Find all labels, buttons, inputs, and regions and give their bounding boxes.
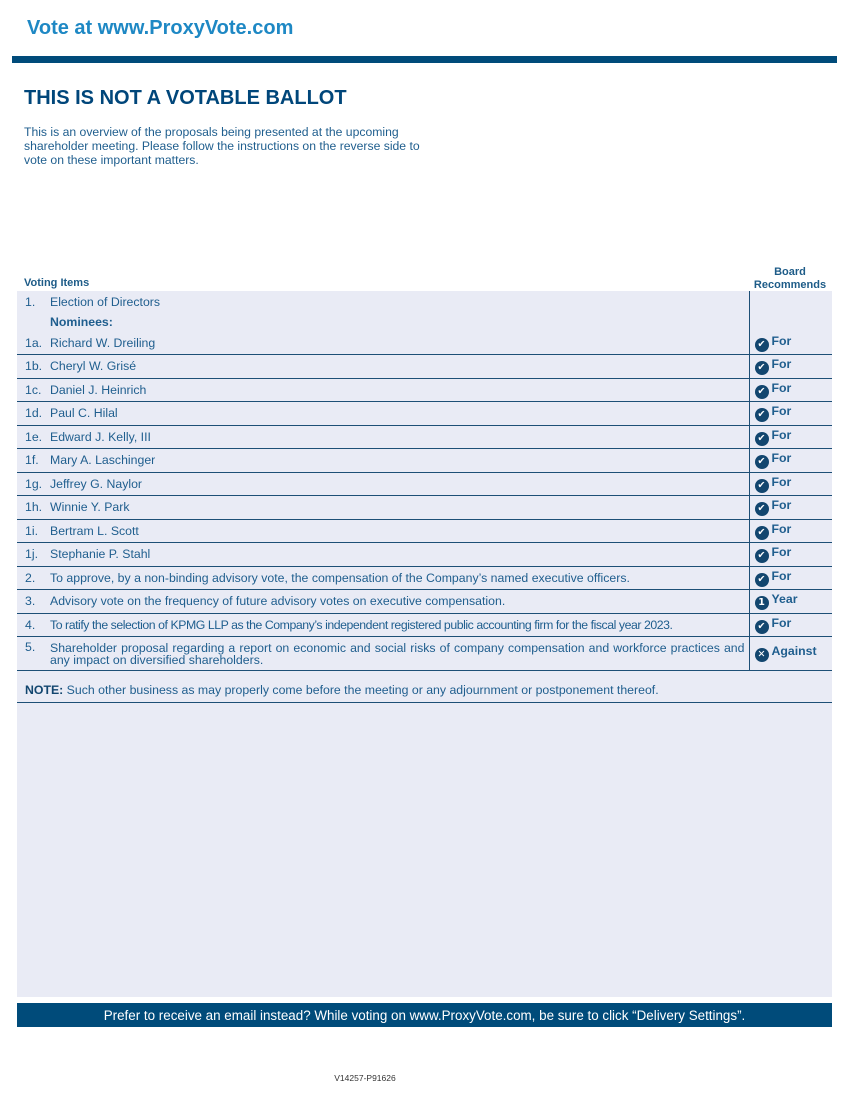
check-icon: ✔ <box>755 620 769 634</box>
nominee-row <box>17 472 832 496</box>
recommendation-cell <box>749 472 832 496</box>
nominee-row <box>17 331 832 355</box>
one-icon: 1 <box>755 596 769 610</box>
nominee-name: Richard W. Dreiling <box>50 331 749 355</box>
recommendation-cell <box>749 331 832 355</box>
recommendation-cell <box>749 402 832 426</box>
item-number: 1d. <box>17 402 50 426</box>
nominee-name: Stephanie P. Stahl <box>50 543 749 567</box>
item-text: To ratify the selection of KPMG LLP as the Company’s independent registered public accounting firm for the fiscal year 2023. <box>50 613 749 637</box>
item-number: 5. <box>17 637 50 671</box>
recommendation-cell <box>749 543 832 567</box>
item-number: 1g. <box>17 472 50 496</box>
nominee-row <box>17 378 832 402</box>
recommendation-cell <box>749 425 832 449</box>
recommendation-label: For <box>771 451 792 466</box>
item-number: 1c. <box>17 378 50 402</box>
check-icon: ✔ <box>755 502 769 516</box>
recommendation-label: For <box>771 474 792 489</box>
item-number: 1f. <box>17 449 50 473</box>
proposal-row <box>17 590 832 614</box>
check-icon: ✔ <box>755 338 769 352</box>
item-number: 2. <box>17 566 50 590</box>
check-icon: ✔ <box>755 361 769 375</box>
item-number: 3. <box>17 590 50 614</box>
recommendation-label: For <box>771 521 792 536</box>
recommendation-label: For <box>771 498 792 513</box>
page-title: THIS IS NOT A VOTABLE BALLOT <box>24 87 347 109</box>
board-recommends-line1: Board <box>774 266 806 278</box>
nominee-row <box>17 402 832 426</box>
nominee-name: Winnie Y. Park <box>50 496 749 520</box>
check-icon: ✔ <box>755 455 769 469</box>
nominee-row <box>17 496 832 520</box>
recommendation-cell <box>749 449 832 473</box>
nominees-label: Nominees: <box>50 314 113 329</box>
nominee-row <box>17 425 832 449</box>
recommendation-label: For <box>771 568 792 583</box>
recommendation-label: For <box>771 380 792 395</box>
item-number: 1a. <box>17 331 50 355</box>
item-text: Shareholder proposal regarding a report on economic and social risks of company compensation and workforce practices and any impact on diversified shareholders. <box>50 637 749 671</box>
nominee-name: Daniel J. Heinrich <box>50 378 749 402</box>
recommendation-label: Against <box>771 644 817 658</box>
board-recommends-line2: Recommends <box>753 279 827 291</box>
item-text: Election of Directors <box>50 294 161 309</box>
check-icon: ✔ <box>755 573 769 587</box>
recommendation-label: For <box>771 427 792 442</box>
control-code: V14257-P91626 <box>334 1073 396 1083</box>
nominee-row <box>17 449 832 473</box>
item-number: 1b. <box>17 355 50 379</box>
note-label: NOTE: <box>25 683 64 697</box>
recommendation-label: For <box>771 404 792 419</box>
recommendation-cell <box>749 496 832 520</box>
nominee-name: Mary A. Laschinger <box>50 449 749 473</box>
nominee-name: Edward J. Kelly, III <box>50 425 749 449</box>
board-recommends-header <box>748 266 832 292</box>
recommendation-label: For <box>771 545 792 560</box>
nominees-label-row <box>17 312 832 331</box>
recommendation-cell <box>749 590 832 614</box>
item-number: 4. <box>17 613 50 637</box>
item-number: 1e. <box>17 425 50 449</box>
proposal-row <box>17 637 832 671</box>
nominee-row <box>17 519 832 543</box>
recommendation-cell <box>749 519 832 543</box>
nominee-name: Cheryl W. Grisé <box>50 355 749 379</box>
delivery-settings-banner: Prefer to receive an email instead? While voting on www.ProxyVote.com, be sure to click “Delivery Settings”. <box>17 1003 832 1027</box>
recommendation-cell <box>749 355 832 379</box>
recommendation-label: For <box>771 357 792 372</box>
nominee-name: Bertram L. Scott <box>50 519 749 543</box>
check-icon: ✔ <box>755 408 769 422</box>
recommendation-cell <box>749 378 832 402</box>
nominee-row <box>17 355 832 379</box>
check-icon: ✔ <box>755 549 769 563</box>
check-icon: ✔ <box>755 385 769 399</box>
item-number: 1i. <box>17 519 50 543</box>
recommendation-label: For <box>771 615 792 630</box>
note-text: Such other business as may properly come before the meeting or any adjournment or postponement thereof. <box>63 683 659 697</box>
recommendation-cell <box>749 566 832 590</box>
nominee-row <box>17 543 832 567</box>
recommendation-cell <box>749 291 832 312</box>
voting-items-table <box>17 291 832 671</box>
nominee-name: Jeffrey G. Naylor <box>50 472 749 496</box>
proposal-row <box>17 291 832 312</box>
proxyvote-link[interactable]: Vote at www.ProxyVote.com <box>27 17 294 39</box>
recommendation-label: For <box>771 333 792 348</box>
intro-text: This is an overview of the proposals being presented at the upcoming shareholder meeting. Please follow the instructions on the reverse side to vote on these important matters. <box>24 125 420 167</box>
x-icon: ✕ <box>755 648 769 662</box>
check-icon: ✔ <box>755 479 769 493</box>
proposal-row <box>17 566 832 590</box>
voting-items-header: Voting Items <box>24 277 90 289</box>
recommendation-label: Year <box>771 592 798 607</box>
item-text: Advisory vote on the frequency of future advisory votes on executive compensation. <box>50 590 749 614</box>
header-divider <box>12 56 837 63</box>
nominee-name: Paul C. Hilal <box>50 402 749 426</box>
check-icon: ✔ <box>755 526 769 540</box>
check-icon: ✔ <box>755 432 769 446</box>
proposal-row <box>17 613 832 637</box>
item-number: 1j. <box>17 543 50 567</box>
recommendation-cell <box>749 613 832 637</box>
item-text: To approve, by a non-binding advisory vote, the compensation of the Company’s named executive officers. <box>50 566 749 590</box>
item-number: 1. <box>25 294 36 309</box>
recommendation-cell <box>749 637 832 671</box>
note-row <box>17 680 832 703</box>
item-number: 1h. <box>17 496 50 520</box>
